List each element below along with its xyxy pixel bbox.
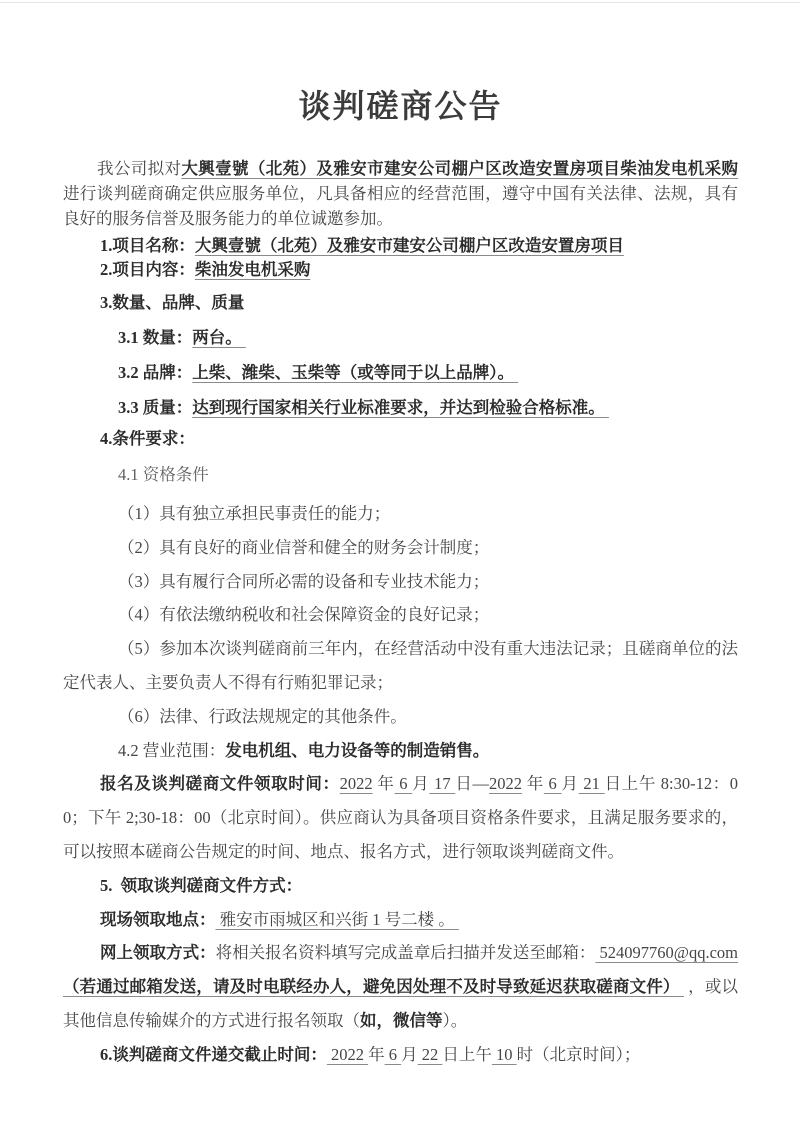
condition-4: （4）有依法缴纳税收和社会保障资金的良好记录； xyxy=(118,605,490,625)
online-pickup-label: 网上领取方式： xyxy=(100,943,216,963)
online-pickup-alt-text: ，或以其他信息传输媒介的方式进行报名领取（ xyxy=(63,977,739,1030)
pickup-start-year: 2022 xyxy=(339,774,373,794)
item-3-2-brand-line xyxy=(63,361,738,385)
pickup-dash: 日— xyxy=(455,774,489,794)
deadline-timezone: 时（北京时间）； xyxy=(516,1044,641,1064)
deadline-month: 6 xyxy=(384,1044,402,1064)
condition-1: （1）具有独立承担民事责任的能力； xyxy=(118,504,391,523)
condition-6: （6）法律、行政法规规定的其他条件。 xyxy=(118,706,407,726)
condition-3: （3）具有履行合同所必需的设备和专业技术能力； xyxy=(118,571,490,591)
item-3-3-label: 3.3 质量： xyxy=(118,398,193,417)
item-5-label: 5. 领取谈判磋商文件方式： xyxy=(100,875,303,895)
online-pickup-closing: ）。 xyxy=(442,1010,468,1030)
item-3-1-value: 两台。 xyxy=(192,328,246,347)
deadline-am-char: 日上午 xyxy=(442,1044,492,1064)
intro-suffix: 进行谈判磋商确定供应服务单位，凡具备相应的经营范围，遵守中国有关法律、法规，具有良好的服务信誉及服务能力的单位诚邀参加。 xyxy=(63,184,738,228)
pickup-end-month: 6 xyxy=(543,774,562,794)
scan-edge-artifact xyxy=(0,2,800,3)
pickup-month-char-2: 月 xyxy=(561,774,579,794)
site-pickup-address: 雅安市雨城区和兴街 1 号二楼 。 xyxy=(215,909,459,929)
doc-title: 谈判磋商公告 xyxy=(298,88,503,124)
deadline-day: 22 xyxy=(417,1044,443,1064)
site-pickup-line xyxy=(63,903,738,937)
pickup-end-year: 2022 xyxy=(488,774,522,794)
pickup-time-paragraph xyxy=(63,767,738,868)
item-4-1-heading: 4.1 资格条件 xyxy=(118,465,209,484)
intro-project-name: 大興壹號（北苑）及雅安市建安公司棚户区改造安置房项目柴油发电机采购 xyxy=(181,159,739,178)
item-4-2-label: 4.2 营业范围： xyxy=(118,740,226,760)
item-5-heading xyxy=(63,869,738,903)
item-4-heading xyxy=(63,427,738,451)
item-6-label: 6.谈判磋商文件递交截止时间： xyxy=(100,1044,327,1064)
intro-paragraph xyxy=(63,156,738,231)
item-3-2-value: 上柴、潍柴、玉柴等（或等同于以上品牌）。 xyxy=(192,363,519,382)
online-pickup-instruction: 将相关报名资料填写完成盖章后扫描并发送至邮箱： xyxy=(215,943,596,963)
online-pickup-paragraph xyxy=(63,936,738,1037)
item-4-2-business-scope-line xyxy=(63,734,738,768)
item-2-label: 2.项目内容： xyxy=(100,260,195,279)
online-pickup-email: 524097760@qq.com xyxy=(595,943,739,963)
item-1-project-name-line xyxy=(63,234,738,258)
item-3-label: 3.数量、品牌、质量 xyxy=(100,293,245,312)
pickup-year-char: 年 xyxy=(372,774,395,794)
condition-5: （5）参加本次谈判磋商前三年内，在经营活动中没有重大违法记录；且磋商单位的法定代表人、主要负责人不得有行贿犯罪记录； xyxy=(63,639,738,692)
deadline-year-char: 年 xyxy=(368,1044,385,1064)
item-2-project-content-line xyxy=(63,258,738,282)
intro-prefix: 我公司拟对 xyxy=(97,159,182,178)
item-1-label: 1.项目名称： xyxy=(100,236,195,255)
pickup-year-char-2: 年 xyxy=(521,774,544,794)
pickup-start-day: 17 xyxy=(429,774,456,794)
item-4-label: 4.条件要求： xyxy=(100,429,195,448)
pickup-time-detail: 日上午 8:30-12：00；下午 2;30-18：00（北京时间）。供应商认为具备项目资格条件要求，且满足服务要求的，可以按照本磋商公告规定的时间、地点、报名方式，进行领取谈判磋商文件。 xyxy=(63,774,739,861)
pickup-time-label: 报名及谈判磋商文件领取时间： xyxy=(100,774,340,794)
item-3-3-value: 达到现行国家相关行业标准要求，并达到检验合格标准。 xyxy=(192,398,609,417)
online-pickup-wechat: 如，微信等 xyxy=(360,1010,443,1030)
item-1-value: 大興壹號（北苑）及雅安市建安公司棚户区改造安置房项目 xyxy=(194,236,624,255)
site-pickup-label: 现场领取地点： xyxy=(100,909,216,929)
item-3-1-label: 3.1 数量： xyxy=(118,328,193,347)
qualification-conditions-list xyxy=(63,497,738,734)
deadline-year: 2022 xyxy=(326,1044,369,1064)
item-3-3-quality-line xyxy=(63,396,738,420)
item-6-deadline-line xyxy=(63,1038,738,1072)
pickup-start-month: 6 xyxy=(394,774,413,794)
item-2-value: 柴油发电机采购 xyxy=(194,260,311,279)
item-3-2-label: 3.2 品牌： xyxy=(118,363,193,382)
item-3-1-quantity-line xyxy=(63,326,738,350)
online-pickup-warning: （若通过邮箱发送，请及时电联经办人，避免因处理不及时导致延迟获取磋商文件） xyxy=(63,977,684,997)
pickup-end-day: 21 xyxy=(578,774,605,794)
deadline-month-char: 月 xyxy=(401,1044,418,1064)
condition-2: （2）具有良好的商业信誉和健全的财务会计制度； xyxy=(118,537,490,557)
deadline-hour: 10 xyxy=(491,1044,517,1064)
pickup-month-char: 月 xyxy=(412,774,430,794)
item-3-heading xyxy=(63,291,738,315)
item-4-2-value: 发电机组、电力设备等的制造销售。 xyxy=(225,740,490,760)
